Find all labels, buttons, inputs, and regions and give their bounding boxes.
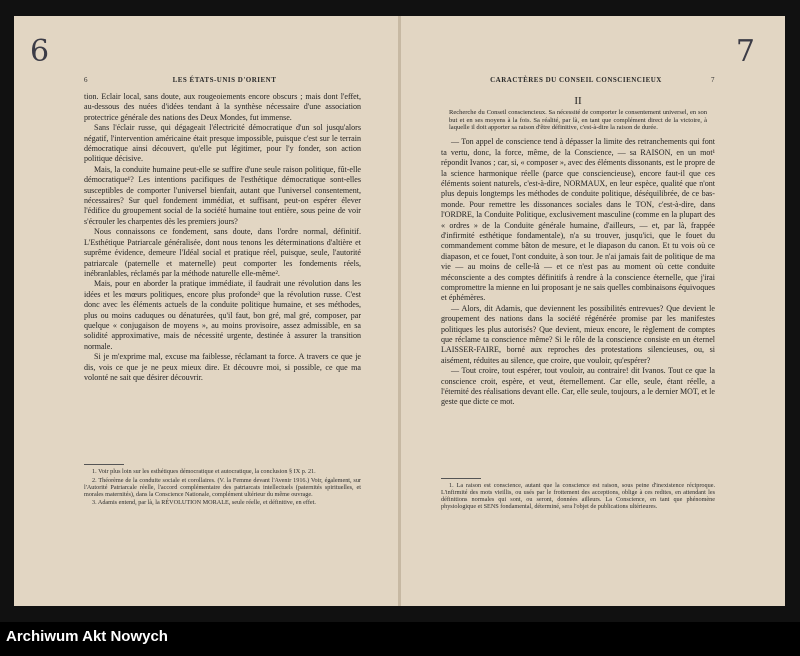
right-footnotes [441,478,715,512]
paragraph: Nous connaissons ce fondement, sans doute, dans l'ordre normal, définitif. L'Esthétique Patriarcale généralisée, dont nous tenons les déterminations d'altière et suprême évidence, demeure l'Idéal social et pratique réel, puisque, seule, l'autorité patriarcale (paternelle et maternelle) peut comporter les fondements réels, inébranlables, réclamés par la méthode naturelle elle-même². [84,227,361,278]
footnote: 1. Voir plus loin sur les esthétiques démocratique et autocratique, la conclusion § IX p. 21. [92,468,316,475]
paragraph: Mais, la conduite humaine peut-elle se suffire d'une seule raison politique, fût-elle démocratique¹? Les intentions pacifiques de l'esthétique démocratique sont-elles susceptibles de comporter l'universel bienfait, autant que l'universel consentement, nécessaires? Sur quel fondement immédiat, et suffisant, peut-on espérer élever l'édifice du groupement social de la société humaine tout entière, sous peine de voir s'écrouler les charpentes dès les premiers jours? [84,164,361,226]
paragraph: Mais, pour en aborder la pratique immédiate, il faudrait une révolution dans les idées et les mœurs politiques, encore plus profonde³ que la révolution russe. C'est donc avec les éléments actuels de la conduite politique humaine, et ses méthodes, plus ou moins caduques ou dénaturées, qu'il faut, bon gré, mal gré, composer, par quelque « conjugaison de moyens », au moins provisoire, assez admissible, en sa solidité approximative, mais de nécessité urgente, destinée à assurer la transition normale. [84,279,361,351]
paragraph: — Alors, dit Adamis, que deviennent les possibilités entrevues? Que devient le groupement des nations dans la société régénérée promise par les manifestes politiques les plus autorisés? Que devient, mieux encore, le règlement de comptes que réclame ta conscience même? Si le rôle de la conscience consiste en un éternel LAISSER-FAIRE, borné aux reproches des protestations silencieuses, ou, si aisément, réduites au silence, que croire, que vouloir, qu'espérer? [441,303,715,365]
paragraph: Sans l'éclair russe, qui dégageait l'électricité démocratique d'un sol jusqu'alors négatif, l'intervention américaine était presque impossible, puisque c'est sur le terrain démocratique ainsi découvert, qu'elle put légitimer, pour l'y fonder, son action politique décisive. [84,123,361,164]
archive-caption-bar [0,622,800,656]
section-numeral: II [574,95,582,107]
footnote: 1. La raison est conscience, autant que la conscience est raison, sous peine d'inexistence réciproque. L'infirmité des mots vieillis, ou usés par le frottement des acceptions, oblige à ces redites, en attendant les définitions normales qui sont, ou seront, données ailleurs. La Conscience, en tant que phénomène physiologique et SENS fondamental, déterminé, sera l'objet de publications ultérieures. [441,482,715,511]
handwritten-folio-mark-right: 7 [735,34,755,69]
left-page [14,16,399,606]
running-head-right [441,76,715,84]
left-body-text [84,92,361,383]
running-head-title-left: LES ÉTATS-UNIS D'ORIENT [172,76,277,84]
paragraph: Si je m'exprime mal, excuse ma faiblesse, réclamant ta force. A travers ce que je dis, vois ce que je ne peux mieux dire. Et découvre moi, si possible, ce que ma volonté ne sait que désirer découvrir. [84,352,361,382]
page-number-left: 6 [84,76,88,84]
right-page [401,16,785,606]
archive-label: Archiwum Akt Nowych [6,628,168,645]
paragraph: — Ton appel de conscience tend à dépasser la limite des retranchements qui font ta vertu, donc, la force, même, de la Conscience, — sa RAISON, en un mot¹ répondit Ivanos ; car, si, « composer », avec des éléments dissonants, est le propre de la science harmonique réelle (parce que consciencieuse), encore faut-il que ces éléments soient naturels, c'est-à-dire, NORMAUX, en leur espèce, qualité que n'ont plus depuis longtemps les méthodes de conduite politique, déséquilibrée, de ce bas-monde. Pour remettre les dissonances sociales dans le TON, c'est-à-dire, dans l'ORDRE, la Conduite Politique, exclusivement masculine (comme en la plupart des « ordres » de la Conduite générale humaine, d'ailleurs, — et, par là, frappée d'infirmité esthétique fondamentale), n'a su trouver, jusqu'ici, que le fouet du commandement comme bâton de mesure, et le diapason du canon. Et tu vois où ce diapason, et ce fouet, l'ont conduite, à son tour. Je n'ai jamais fait de politique de ma vie — au moins de celle-là — et ce n'est pas au moment où cette conduite méconsciente a des comptes définitifs à rendre à la conscience éternelle, que j'irai compromettre la mienne en lui proposant je ne sais quelles combinaisons équivoques et éphémères. [441,137,715,303]
footnote: 2. Théorème de la conduite sociale et corollaires. (V. la Femme devant l'Avenir 1916.) Voir, également, sur l'Autorité Patriarcale réelle, l'accord complémentaire des patriarcats intellectuels (paternités spirituelles, et morales maternités), dans la Conscience Nationale, complément ultérieur du même ouvrage. [84,476,361,498]
footnote-rule [84,464,124,465]
footnote-rule [441,478,481,479]
section-summary: Recherche du Conseil consciencieux. Sa nécessité de comporter le consentement universel, en son but et en ses moyens à la fois. Sa réalité, par là, en tant que complément direct de la victoire, à laquelle il doit apporter sa raison d'être définitive, c'est-à-dire la raison de durée. [449,109,707,131]
footnote: 3. Adamis entend, par là, la RÉVOLUTION MORALE, seule réelle, et définitive, en effet. [92,499,316,507]
running-head-left [84,76,361,84]
paragraph: — Tout croire, tout espérer, tout vouloir, au contraire! dit Ivanos. Tout ce que la conscience croit, espère, et veut, éternellement. Car elle, seule, étant réelle, a l'éternité des réalisations devant elle. Car, elle seule, toujours, a le dernier MOT, et le geste que dicte ce mot. [441,366,715,407]
right-body-text [441,96,715,408]
paragraph: tion. Eclair local, sans doute, aux rougeoiements encore obscurs ; mais dont l'effet, au-dessous des nuées d'idées tendant à la synthèse nécessaire d'une association protectrice générale des nations des Deux Mondes, fut immense. [84,92,361,122]
left-footnotes [84,464,361,508]
handwritten-folio-mark-left: 6 [30,34,50,69]
page-number-right: 7 [711,76,715,84]
running-head-title-right: CARACTÈRES DU CONSEIL CONSCIENCIEUX [490,76,662,84]
